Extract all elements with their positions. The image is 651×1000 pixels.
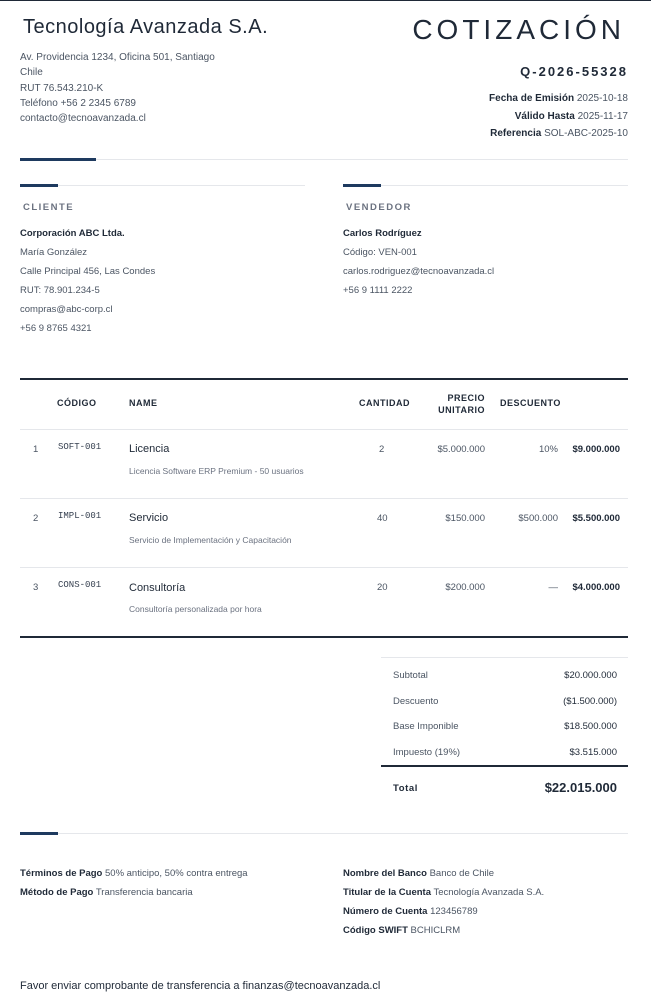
footer-note: Favor enviar comprobante de transferencia a finanzas@tecnoavanzada.cl (20, 980, 381, 992)
item-unit-price: $150.000 (445, 513, 485, 524)
item-discount: $500.000 (518, 513, 558, 524)
th-discount: DESCUENTO (500, 398, 561, 408)
th-qty: CANTIDAD (359, 398, 410, 408)
company-email: contacto@tecnoavanzada.cl (20, 113, 146, 125)
reference-label: Referencia (490, 128, 542, 139)
seller-name: Carlos Rodríguez (343, 228, 422, 239)
quote-number: Q-2026-55328 (520, 64, 628, 79)
issue-date (489, 90, 628, 108)
account-holder-value: Tecnología Avanzada S.A. (433, 887, 545, 898)
account-number-value: 123456789 (430, 906, 478, 917)
bank-name-label: Nombre del Banco (343, 868, 427, 879)
client-accent (20, 184, 58, 187)
seller-block (343, 224, 494, 300)
seller-section-label: VENDEDOR (346, 202, 412, 213)
account-number (343, 902, 544, 921)
company-address: Av. Providencia 1234, Oficina 501, Santiago (20, 52, 215, 63)
discount-label: Descuento (393, 696, 439, 707)
item-name: Licencia (129, 443, 170, 455)
taxable-base-value: $18.500.000 (564, 721, 617, 732)
reference (489, 125, 628, 143)
valid-until (489, 108, 628, 126)
item-unit-price: $200.000 (445, 582, 485, 593)
payment-terms-value: 50% anticipo, 50% contra entrega (105, 868, 248, 879)
seller-accent (343, 184, 381, 187)
issue-date-value: 2025-10-18 (576, 93, 628, 104)
total-value: $22.015.000 (544, 780, 617, 795)
item-code: CONS-001 (58, 580, 102, 590)
client-section-label: CLIENTE (23, 202, 75, 213)
discount-value: ($1.500.000) (563, 696, 617, 707)
th-code: CÓDIGO (57, 398, 97, 408)
client-contact: María González (20, 247, 88, 258)
item-amount: $9.000.000 (572, 444, 620, 455)
item-discount: 10% (538, 444, 558, 455)
seller-divider (343, 185, 628, 186)
client-block (20, 224, 155, 338)
table-bottom-rule (20, 636, 628, 638)
bank-name-value: Banco de Chile (429, 868, 495, 879)
item-description: Consultoría personalizada por hora (129, 604, 262, 614)
client-phone: +56 9 8765 4321 (20, 323, 92, 334)
totals-top-divider (381, 657, 628, 658)
payment-method (20, 883, 248, 902)
item-code: IMPL-001 (58, 511, 102, 521)
item-name: Servicio (129, 512, 169, 524)
seller-phone: +56 9 1111 2222 (343, 285, 413, 296)
subtotal-label: Subtotal (393, 670, 428, 681)
swift-code-value: BCHICLRM (410, 925, 461, 936)
row-separator (20, 498, 628, 499)
payment-accent (20, 832, 58, 835)
swift-code (343, 921, 544, 940)
header-row-separator (20, 429, 628, 430)
account-holder-label: Titular de la Cuenta (343, 887, 431, 898)
client-rut: RUT: 78.901.234-5 (20, 285, 100, 296)
valid-until-label: Válido Hasta (514, 110, 575, 122)
payment-method-value: Transferencia bancaria (95, 887, 193, 898)
client-divider (20, 185, 305, 186)
payment-terms (20, 864, 248, 883)
item-unit-price: $5.000.000 (437, 444, 485, 455)
issue-date-label: Fecha de Emisión (489, 93, 575, 104)
company-name: Tecnología Avanzada S.A. (23, 16, 269, 38)
account-number-label: Número de Cuenta (343, 906, 428, 917)
row-number: 2 (33, 513, 39, 524)
bank-details-block (343, 864, 544, 940)
payment-divider (20, 833, 628, 834)
top-border (0, 0, 651, 1)
document-meta (489, 90, 628, 143)
th-name: NAME (129, 398, 158, 408)
valid-until-value: 2025-11-17 (577, 110, 628, 122)
th-unit-price (438, 392, 485, 416)
total-rule (381, 765, 628, 767)
tax-value: $3.515.000 (569, 747, 617, 758)
row-number: 3 (33, 582, 39, 593)
item-code: SOFT-001 (58, 442, 102, 452)
client-email: compras@abc-corp.cl (20, 304, 113, 315)
item-amount: $4.000.000 (572, 582, 620, 593)
company-country: Chile (20, 67, 43, 79)
client-name: Corporación ABC Ltda. (20, 228, 125, 239)
company-rut: RUT 76.543.210-K (20, 82, 104, 94)
swift-code-label: Código SWIFT (343, 925, 408, 936)
header-accent (20, 158, 96, 161)
payment-terms-block (20, 864, 248, 902)
item-discount: — (548, 582, 558, 593)
subtotal-value: $20.000.000 (564, 670, 617, 681)
taxable-base-label: Base Imponible (393, 721, 459, 732)
reference-value: SOL-ABC-2025-10 (544, 128, 628, 139)
th-unit-price-line1: PRECIO (447, 393, 485, 403)
header-divider (20, 159, 628, 160)
account-holder (343, 883, 544, 902)
payment-method-label: Método de Pago (20, 887, 94, 898)
company-info (20, 50, 215, 126)
item-description: Licencia Software ERP Premium - 50 usuarios (129, 466, 304, 476)
company-phone: Teléfono +56 2 2345 6789 (20, 97, 136, 109)
item-quantity: 2 (379, 444, 385, 455)
seller-code: Código: VEN-001 (343, 247, 417, 258)
payment-terms-label: Términos de Pago (20, 868, 103, 879)
item-amount: $5.500.000 (572, 513, 620, 524)
seller-email: carlos.rodriguez@tecnoavanzada.cl (343, 266, 495, 277)
table-top-rule (20, 378, 628, 380)
item-quantity: 20 (377, 582, 388, 593)
item-name: Consultoría (129, 582, 186, 594)
tax-label: Impuesto (19%) (393, 747, 461, 758)
row-number: 1 (33, 444, 39, 455)
bank-name (343, 864, 544, 883)
total-label: Total (393, 783, 418, 794)
document-title: COTIZACIÓN (412, 14, 625, 45)
row-separator (20, 567, 628, 568)
th-unit-price-line2: UNITARIO (438, 405, 485, 415)
item-description: Servicio de Implementación y Capacitación (129, 535, 292, 545)
item-quantity: 40 (377, 513, 388, 524)
client-address: Calle Principal 456, Las Condes (20, 266, 156, 277)
